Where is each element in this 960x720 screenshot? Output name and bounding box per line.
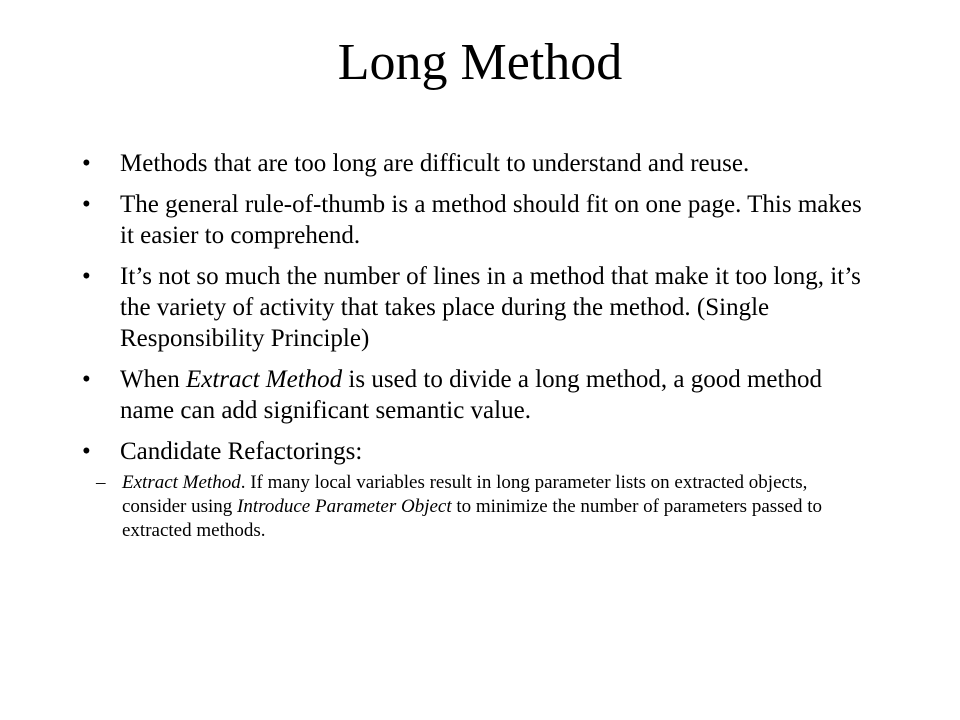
- bullet-text-prefix: When: [120, 366, 186, 393]
- sub-bullet-emphasis-1: Extract Method: [122, 472, 241, 493]
- bullet-item-4: [82, 364, 862, 426]
- bullet-text-suffix: is used to divide a long method, a good method name can add significant semantic value.: [120, 366, 822, 424]
- slide-title: Long Method: [337, 34, 623, 91]
- bullet-glyph: •: [82, 263, 91, 290]
- sub-bullet-text-1: . If many local variables result in long parameter lists on extracted objects, consider using: [122, 472, 808, 517]
- bullet-glyph: •: [82, 438, 91, 465]
- sub-bullet-text-2: to minimize the number of parameters passed to extracted methods.: [122, 496, 823, 541]
- bullet-item-2: [82, 189, 862, 251]
- bullet-text-emphasis: Extract Method: [185, 366, 343, 393]
- bullet-item-3: [82, 261, 862, 354]
- bullet-text: The general rule-of-thumb is a method should fit on one page. This makes it easier to comprehend.: [120, 191, 862, 249]
- bullet-glyph: •: [82, 191, 91, 218]
- bullet-text: It’s not so much the number of lines in a method that make it too long, it’s the variety of activity that takes place during the method. (Single Responsibility Principle): [120, 263, 861, 352]
- bullet-item-1: [82, 148, 862, 179]
- bullet-glyph: •: [82, 150, 91, 177]
- sub-bullet-item: [44, 471, 822, 543]
- sub-bullet-dash: –: [96, 472, 106, 493]
- bullet-glyph: •: [82, 366, 91, 393]
- bullet-item-5: [82, 436, 862, 467]
- bullet-text: Candidate Refactorings:: [120, 438, 363, 465]
- bullet-list: [82, 148, 862, 543]
- bullet-text: Methods that are too long are difficult to understand and reuse.: [120, 150, 750, 177]
- sub-bullet-emphasis-2: Introduce Parameter Object: [237, 496, 452, 517]
